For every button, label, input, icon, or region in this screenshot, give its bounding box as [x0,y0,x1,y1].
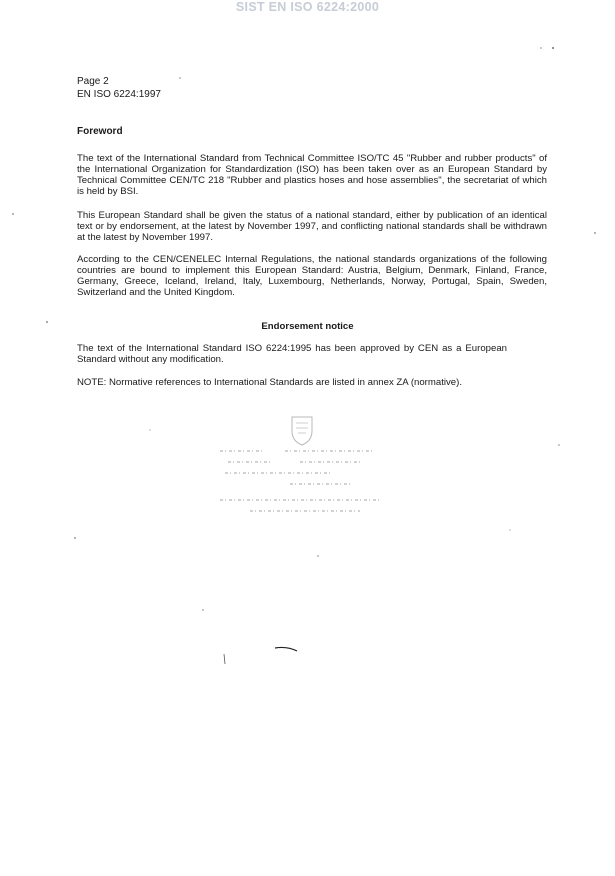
endorsement-heading: Endorsement notice [261,321,354,332]
page-number: Page 2 [77,76,109,87]
watermark: SIST EN ISO 6224:2000 [235,0,380,14]
standard-number: EN ISO 6224:1997 [77,89,161,100]
normative-note: NOTE: Normative references to International Standards are listed in annex ZA (normative). [77,377,462,388]
endorsement-text: The text of the International Standard ISO 6224:1995 has been approved by CEN as a European Standard without any modification. [77,343,507,365]
foreword-heading: Foreword [77,126,123,137]
foreword-paragraph-1: The text of the International Standard from Technical Committee ISO/TC 45 "Rubber and rubber products" of the International Organization for Standardization (ISO) has been taken over as an European Standard by Technical Committee CEN/TC 218 "Rubber and plastics hoses and hose assemblies", the secretariat of which is held by BSI. [77,153,547,197]
page-header [77,75,161,101]
foreword-paragraph-3: According to the CEN/CENELEC Internal Regulations, the national standards organizations of the following countries are bound to implement this European Standard: Austria, Belgium, Denmark, Finland, France, Germany, Greece, Iceland, Ireland, Italy, Luxembourg, Netherlands, Norway, Portugal, Spain, Sweden, Switzerland and the United Kingdom. [77,254,547,298]
official-stamp [210,413,390,523]
crest-icon [292,417,312,445]
stamp-smudge [220,451,380,511]
foreword-paragraph-2: This European Standard shall be given the status of a national standard, either by publication of an identical text or by endorsement, at the latest by November 1997, and conflicting national standards shall be withdrawn at the latest by November 1997. [77,210,547,243]
